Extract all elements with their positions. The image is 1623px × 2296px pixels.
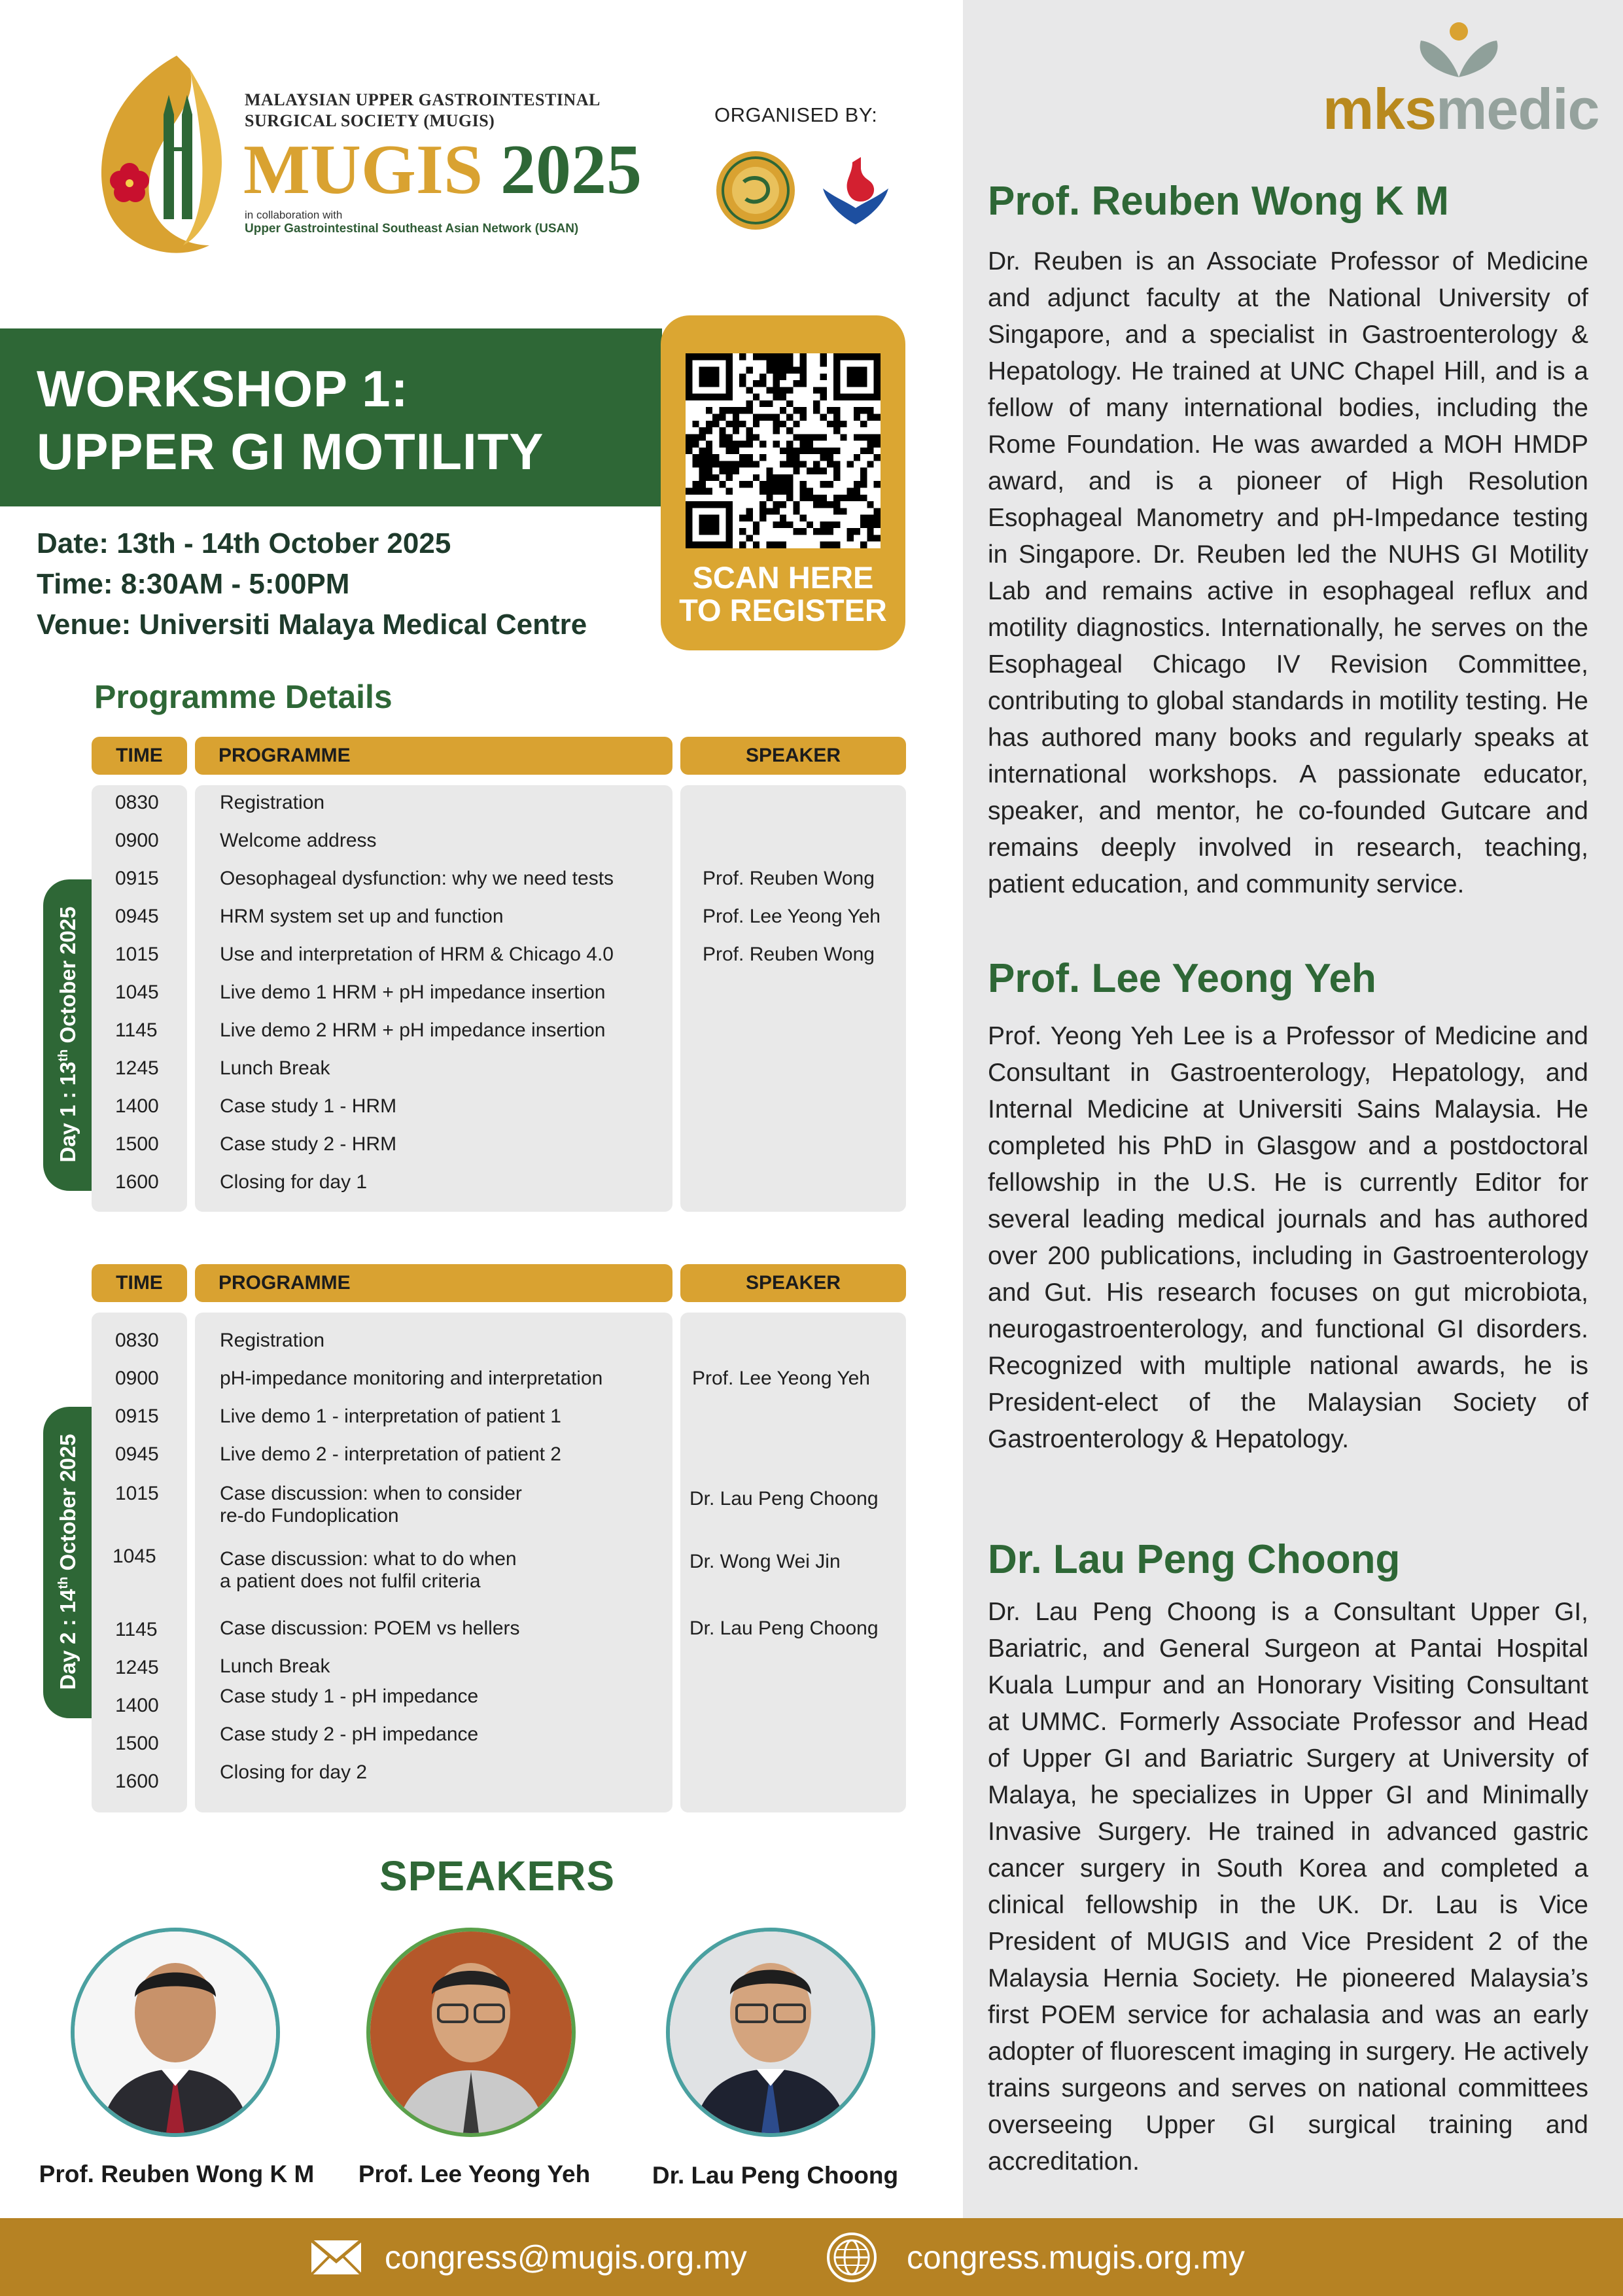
- table-row-programme: Lunch Break: [220, 1655, 330, 1677]
- society-name-line1: MALAYSIAN UPPER GASTROINTESTINAL: [245, 90, 601, 109]
- day2-header-time-label: TIME: [116, 1272, 163, 1294]
- table-row-time: 0900: [115, 1368, 159, 1389]
- day1-label-end: October 2025: [56, 906, 80, 1050]
- bio-name-reuben: Prof. Reuben Wong K M: [988, 179, 1449, 224]
- table-row-programme: Case study 1 - HRM: [220, 1095, 397, 1117]
- table-row-programme: Case study 2 - HRM: [220, 1133, 397, 1155]
- speaker-name-lee: Prof. Lee Yeong Yeh: [358, 2161, 591, 2187]
- table-row-time: 1045: [113, 1545, 156, 1567]
- day1-header-time: [92, 737, 187, 775]
- day1-header-speaker: [680, 737, 906, 775]
- table-row-programme: Case discussion: what to do when a patient does not fulfil criteria: [220, 1548, 517, 1592]
- table-row-time: 0830: [115, 1330, 159, 1351]
- table-row-programme: Welcome address: [220, 830, 377, 851]
- table-row-programme: Closing for day 2: [220, 1761, 368, 1783]
- day1-header-time-label: TIME: [116, 745, 163, 766]
- table-row-programme: Case study 2 - pH impedance: [220, 1723, 479, 1745]
- table-row-programme: Live demo 1 HRM + pH impedance insertion: [220, 981, 606, 1003]
- avatar: [71, 1928, 280, 2137]
- speakers-title: SPEAKERS: [379, 1852, 616, 1899]
- table-row-speaker: Prof. Lee Yeong Yeh: [703, 906, 881, 927]
- day2-label: [56, 1407, 80, 1716]
- society-name-line2: SURGICAL SOCIETY (MUGIS): [245, 111, 495, 130]
- logo-text-mks: mks: [1323, 77, 1437, 141]
- qr-code-pattern: [686, 353, 881, 548]
- scan-line2: TO REGISTER: [679, 593, 887, 627]
- day2-label-sup: th: [56, 1576, 71, 1589]
- footer-email-text: congress@mugis.org.my: [385, 2238, 747, 2276]
- table-row-programme: HRM system set up and function: [220, 906, 504, 927]
- event-year: 2025: [500, 131, 642, 209]
- speaker-name-lau: Dr. Lau Peng Choong: [652, 2162, 899, 2189]
- table-row-speaker: Dr. Lau Peng Choong: [689, 1617, 879, 1639]
- table-row-time: 0915: [115, 868, 159, 889]
- stomach-hands-icon: [816, 149, 895, 228]
- table-row-speaker: Dr. Lau Peng Choong: [689, 1488, 879, 1510]
- table-row-time: 1500: [115, 1733, 159, 1754]
- collab-line2: Upper Gastrointestinal Southeast Asian Network (USAN): [245, 222, 579, 236]
- table-row-time: 1015: [115, 1483, 159, 1504]
- table-row-programme: Live demo 2 HRM + pH impedance insertion: [220, 1019, 606, 1041]
- footer-email[interactable]: [310, 2218, 747, 2296]
- table-row-time: 0915: [115, 1405, 159, 1427]
- logo-text-medic: medic: [1436, 77, 1599, 141]
- table-row-programme: Lunch Break: [220, 1057, 330, 1079]
- event-name: MUGIS: [243, 131, 483, 209]
- speaker-name-reuben: Prof. Reuben Wong K M: [39, 2161, 315, 2187]
- mksmedic-leaf-icon: [1323, 20, 1597, 85]
- workshop-title-line1: WORKSHOP 1:: [37, 360, 409, 417]
- table-row-programme: Case discussion: when to consider re-do Fundoplication: [220, 1483, 522, 1527]
- table-row-programme: Registration: [220, 792, 325, 813]
- organised-by-label: ORGANISED BY:: [714, 103, 878, 126]
- table-row-speaker: Prof. Reuben Wong: [703, 868, 875, 889]
- day2-header-speaker: [680, 1264, 906, 1302]
- table-row-time: 1600: [115, 1771, 159, 1792]
- footer-bar: [0, 2218, 1623, 2296]
- day1-label-text: Day 1 : 13: [56, 1061, 80, 1163]
- day2-header-time: [92, 1264, 187, 1302]
- table-row-time: 0900: [115, 830, 159, 851]
- table-row-time: 1145: [115, 1619, 158, 1640]
- table-row-programme: Registration: [220, 1330, 325, 1351]
- table-row-speaker: Prof. Lee Yeong Yeh: [692, 1368, 870, 1389]
- bio-name-lee: Prof. Lee Yeong Yeh: [988, 956, 1376, 1001]
- bio-text-lau: Dr. Lau Peng Choong is a Consultant Upper GI, Bariatric, and General Surgeon at Pantai Hospital Kuala Lumpur and an Honorary Visiting Consultant at UMMC. Formerly Associate Professor and Head of Upper GI and Bariatric Surgery at University of Malaya, he specializes in Upper GI and Minimally Invasive Surgery. He trained in advanced gastric cancer surgery in South Korea and completed a clinical fellowship in the UK. Dr. Lau is Vice President of MUGIS and Vice President 2 of the Malaysia Hernia Society. He pioneered Malaysia’s first POEM service for achalasia and was an early adopter of fluorescent imaging in surgery. He actively trains surgeons and serves on national committees overseeing Upper GI surgical training and accreditation.: [988, 1598, 1588, 2176]
- table-row-time: 1045: [115, 981, 159, 1003]
- day2-header-programme-label: PROGRAMME: [218, 1272, 351, 1294]
- qr-code[interactable]: [686, 353, 881, 548]
- day1-label: [56, 880, 80, 1189]
- envelope-icon: [310, 2239, 362, 2276]
- society-seal-icon: [714, 149, 797, 232]
- bio-name-lau: Dr. Lau Peng Choong: [988, 1537, 1401, 1582]
- day1-speaker-column: [680, 785, 906, 1212]
- table-row-time: 1245: [115, 1057, 159, 1079]
- table-row-time: 1400: [115, 1695, 159, 1716]
- table-row-programme: Case study 1 - pH impedance: [220, 1686, 479, 1707]
- table-row-programme: Closing for day 1: [220, 1171, 368, 1193]
- table-row-programme: Oesophageal dysfunction: why we need tests: [220, 868, 614, 889]
- workshop-title-line2: UPPER GI MOTILITY: [37, 423, 544, 480]
- day1-header-speaker-label: SPEAKER: [745, 745, 841, 766]
- bio-text-lee: Prof. Yeong Yeh Lee is a Professor of Medicine and Consultant in Gastroenterology, Hepatology, and Internal Medicine at Universiti Sains Malaysia. He completed his PhD in Glasgow and a postdoctoral fellowship in the U.S. He is currently Editor for several leading medical journals and has authored over 200 publications, including in Gastroenterology and Gut. His research focuses on gut microbiota, neurogastroenterology, and functional GI disorders. Recognized with multiple national awards, he is President-elect of the Malaysian Society of Gastroenterology & Hepatology.: [988, 1022, 1588, 1453]
- programme-details-title: Programme Details: [94, 679, 393, 715]
- scan-to-register[interactable]: [662, 561, 904, 627]
- person-photo-icon: [370, 1932, 572, 2133]
- day2-header-speaker-label: SPEAKER: [745, 1272, 841, 1294]
- day2-header-programme: [195, 1264, 672, 1302]
- table-row-programme: Live demo 2 - interpretation of patient 2: [220, 1443, 561, 1465]
- globe-icon: [826, 2231, 878, 2284]
- table-row-programme: Case discussion: POEM vs hellers: [220, 1617, 520, 1639]
- day1-header-programme-label: PROGRAMME: [218, 745, 351, 766]
- table-row-time: 1600: [115, 1171, 159, 1193]
- table-row-time: 1400: [115, 1095, 159, 1117]
- table-row-time: 1015: [115, 944, 159, 965]
- table-row-speaker: Prof. Reuben Wong: [703, 944, 875, 965]
- table-row-time: 1245: [115, 1657, 159, 1678]
- mugis-flame-logo: [79, 49, 236, 265]
- day2-label-end: October 2025: [56, 1434, 80, 1577]
- event-venue: Venue: Universiti Malaya Medical Centre: [37, 609, 587, 641]
- day1-header-programme: [195, 737, 672, 775]
- footer-website[interactable]: [826, 2218, 1245, 2296]
- person-photo-icon: [75, 1932, 276, 2133]
- table-row-time: 1145: [115, 1019, 158, 1041]
- avatar: [666, 1928, 875, 2137]
- avatar: [366, 1928, 576, 2137]
- footer-website-text: congress.mugis.org.my: [907, 2238, 1245, 2276]
- event-time: Time: 8:30AM - 5:00PM: [37, 568, 350, 600]
- table-row-time: 0945: [115, 1443, 159, 1465]
- table-row-programme: Use and interpretation of HRM & Chicago 4.0: [220, 944, 614, 965]
- table-row-programme: Live demo 1 - interpretation of patient 1: [220, 1405, 561, 1427]
- day2-label-text: Day 2 : 14: [56, 1589, 80, 1690]
- table-row-time: 0830: [115, 792, 159, 813]
- mksmedic-logo: [1323, 20, 1597, 144]
- day1-label-sup: th: [56, 1049, 71, 1062]
- table-row-time: 0945: [115, 906, 159, 927]
- workshop-title: [37, 357, 544, 483]
- table-row-speaker: Dr. Wong Wei Jin: [689, 1551, 841, 1572]
- person-photo-icon: [670, 1932, 871, 2133]
- scan-line1: SCAN HERE: [692, 560, 874, 595]
- event-title: [243, 131, 642, 209]
- table-row-programme: pH-impedance monitoring and interpretation: [220, 1368, 603, 1389]
- table-row-time: 1500: [115, 1133, 159, 1155]
- event-date: Date: 13th - 14th October 2025: [37, 527, 451, 559]
- collab-line1: in collaboration with: [245, 209, 343, 221]
- bio-text-reuben: Dr. Reuben is an Associate Professor of Medicine and adjunct faculty at the National University of Singapore, and a specialist in Gastroenterology & Hepatology. He trained at UNC Chapel Hill, and is a fellow of many international bodies, including the Rome Foundation. He was awarded a MOH HMDP award, and is a pioneer of High Resolution Esophageal Manometry and pH-Impedance testing in Singapore. Dr. Reuben led the NUHS GI Motility Lab and remains active in esophageal reflux and motility diagnostics. Internationally, he serves on the Esophageal Chicago IV Revision Committee, contributing to global standards in motility testing. He has authored many books and regularly speaks at international workshops. A passionate educator, speaker, and mentor, he co-founded Gutcare and remains deeply involved in research, teaching, patient education, and community service.: [988, 247, 1588, 898]
